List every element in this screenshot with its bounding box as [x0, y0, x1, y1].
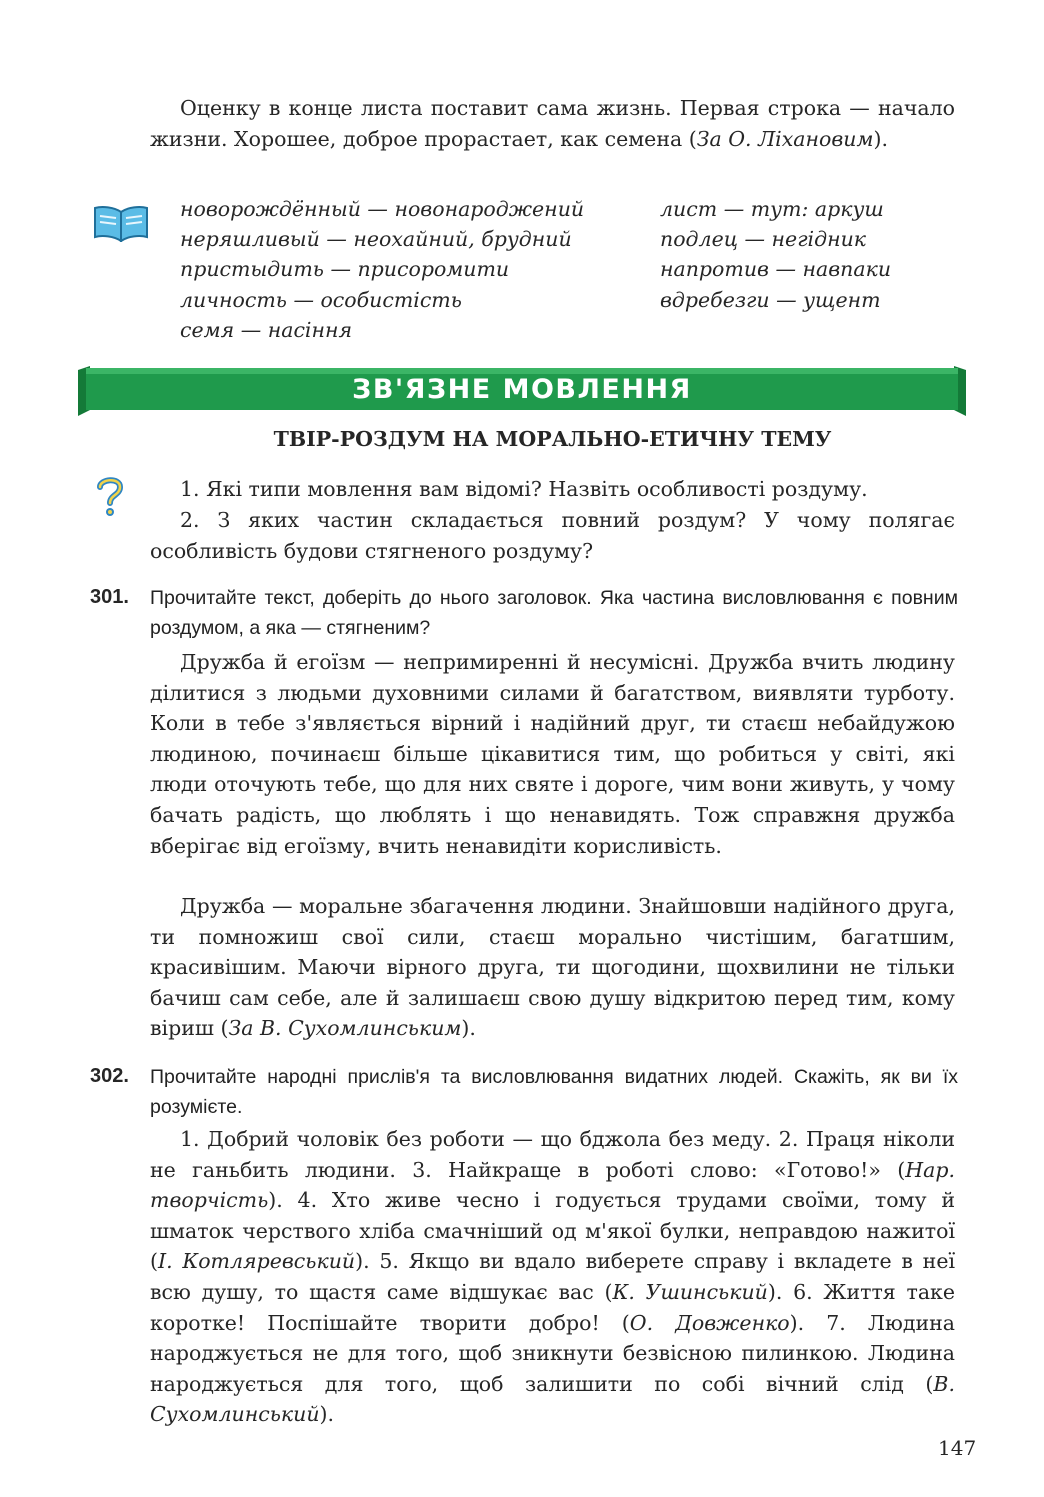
vocab-item: подлец — негідник — [660, 227, 867, 252]
paragraph-end: ). — [461, 1016, 476, 1041]
exercise-301-paragraph-1: Дружба й егоїзм — непримиренні й несумісні. Дружба вчить людину ділитися з людьми духовними силами й багатством, виявляти турботу. Коли в тебе з'являється вірний і надійний друг, ти стаєш небайдужою людиною, починаєш більше цікавитися тим, що робиться у світі, які люди оточують тебе, що для них святе і дороге, чим вони живуть, у чому бачать радість, що люблять і що ненавидять. Тож справжня дружба вберігає від егоїзму, вчить ненавидіти корисливість. — [150, 650, 955, 858]
vocab-item: семя — насіння — [180, 317, 353, 342]
vocabulary-left-column — [180, 194, 584, 345]
proverb-source: В. Сухомлинський — [150, 1371, 955, 1427]
proverb-source: І. Котляревський — [158, 1249, 356, 1274]
paragraph-text: Дружба — моральне збагачення людини. Знайшовши надійного друга, ти помножиш свої сили, стаєш морально чистішим, багатшим, красивішим. Маючи вірного друга, ти щогодини, щохвилини не тільки бачиш сам себе, але й залишаєш свою душу відкритою перед тим, кому віриш ( — [150, 894, 955, 1041]
proverb-text: ). 5. Якщо ви вдало виберете справу і вкладете в неї всю душу, то щастя саме відшукає вас ( — [150, 1249, 956, 1304]
vocab-item: новорождённый — новонароджений — [180, 197, 585, 221]
intro-source: За О. Ліхановим — [696, 126, 874, 151]
intro-text: Оценку в конце листа поставит сама жизнь. Первая строка — начало жизни. Хорошее, доброе прорастает, как семена ( — [150, 96, 955, 151]
exercise-301-paragraph-2 — [150, 891, 955, 1044]
vocab-item: неряшливый — неохайний, брудний — [180, 227, 572, 252]
proverb-source: К. Ушинський — [612, 1279, 768, 1304]
proverb-text: 1. Добрий чоловік без роботи — що бджола без меду. 2. Праця ніколи не ганьбить людини. 3. Найкраще в роботі слово: «Готово!» ( — [150, 1127, 955, 1182]
proverb-source: О. Довженко — [629, 1310, 790, 1335]
question-2: 2. З яких частин складається повний роздум? У чому полягає особливість будови стягненого роздуму? — [150, 508, 955, 563]
proverb-text: ). 6. Життя таке коротке! Поспішайте творити добро! ( — [150, 1279, 955, 1335]
section-banner-title: ЗВ'ЯЗНЕ МОВЛЕННЯ — [352, 373, 692, 405]
proverb-text: ). 4. Хто живе чесно і годується трудами своїми, тому й шматок черствого хліба смачніший од м'якої булки, неправдою нажитої ( — [150, 1188, 955, 1274]
exercise-302-number: 302. — [90, 1065, 129, 1087]
open-book-icon — [92, 204, 150, 242]
vocab-item: пристыдить — присоромити — [180, 257, 510, 282]
question-mark-icon — [94, 475, 126, 519]
question-1: 1. Які типи мовлення вам відомі? Назвіть особливості роздуму. — [180, 477, 868, 501]
intro-paragraph — [150, 93, 955, 154]
proverb-source: Нар. творчість — [150, 1157, 955, 1213]
vocab-item: личность — особистість — [180, 287, 462, 312]
proverb-text: ). 7. Людина народжується не для того, щоб зникнути безвісною пилинкою. Людина народжується для того, щоб залишити по собі вічний слід ( — [150, 1310, 955, 1396]
source-attribution: За В. Сухомлинським — [228, 1016, 462, 1041]
vocab-item: лист — тут: аркуш — [660, 197, 884, 221]
exercise-302-proverbs — [150, 1124, 955, 1430]
page-number: 147 — [938, 1436, 977, 1460]
vocab-item: напротив — навпаки — [660, 257, 892, 282]
vocabulary-right-column — [660, 194, 891, 315]
intro-end: ). — [873, 126, 889, 151]
exercise-301-number: 301. — [90, 586, 129, 608]
exercise-302-task: Прочитайте народні прислів'я та висловлювання видатних людей. Скажіть, як ви їх розумієте. — [150, 1066, 958, 1118]
proverb-text: ). — [319, 1402, 335, 1427]
vocab-item: вдребезги — ущент — [660, 287, 881, 312]
section-title: ТВІР-РОЗДУМ НА МОРАЛЬНО-ЕТИЧНУ ТЕМУ — [273, 427, 832, 451]
exercise-301-task: Прочитайте текст, доберіть до нього заголовок. Яка частина висловлювання є повним роздумом, а яка — стягненим? — [150, 587, 958, 639]
